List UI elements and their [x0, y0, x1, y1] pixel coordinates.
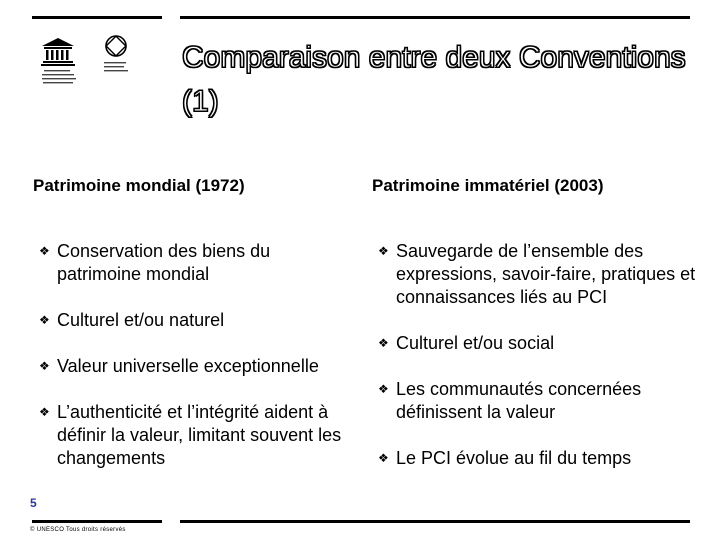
- bullet-marker-icon: ❖: [378, 382, 389, 396]
- left-column-heading: Patrimoine mondial (1972): [33, 176, 245, 195]
- left-bullet-item: ❖ Conservation des biens du patrimoine mondial: [39, 241, 271, 284]
- page-number: 5: [30, 496, 37, 510]
- bullet-marker-icon: ❖: [39, 313, 50, 327]
- left-bullet-item: ❖ Valeur universelle exceptionnelle: [39, 356, 319, 376]
- right-bullet-item: ❖ Sauvegarde de l’ensemble des expressions, savoir-faire, pratiques et connaissances liés au PCI: [378, 241, 696, 307]
- bullet-marker-icon: ❖: [39, 405, 50, 419]
- top-rule-left: [32, 16, 162, 19]
- bullet-marker-icon: ❖: [378, 336, 389, 350]
- unesco-temple-emblem: [40, 34, 140, 94]
- bullet-marker-icon: ❖: [39, 244, 50, 258]
- right-bullet-item: ❖ Les communautés concernées définissent la valeur: [378, 379, 642, 422]
- right-bullet-list: [372, 240, 702, 470]
- right-bullet-item: ❖ Le PCI évolue au fil du temps: [378, 448, 632, 468]
- left-bullet-item: ❖ Culturel et/ou naturel: [39, 310, 225, 330]
- bullet-marker-icon: ❖: [378, 451, 389, 465]
- copyright-notice: © UNESCO Tous droits réservés: [30, 527, 126, 533]
- bottom-rule-left: [32, 520, 162, 523]
- bullet-marker-icon: ❖: [378, 244, 389, 258]
- left-bullet-list: [33, 240, 353, 470]
- bullet-marker-icon: ❖: [39, 359, 50, 373]
- unesco-logo: [40, 34, 140, 94]
- right-bullet-item: ❖ Culturel et/ou social: [378, 333, 555, 353]
- right-column-heading: Patrimoine immatériel (2003): [372, 176, 604, 195]
- top-rule-right: [180, 16, 690, 19]
- slide-title: Comparaison entre deux Conventions (1): [182, 41, 686, 118]
- left-bullet-item: ❖ L’authenticité et l’intégrité aident à définir la valeur, limitant souvent les changements: [39, 402, 342, 468]
- bottom-rule-right: [180, 520, 690, 523]
